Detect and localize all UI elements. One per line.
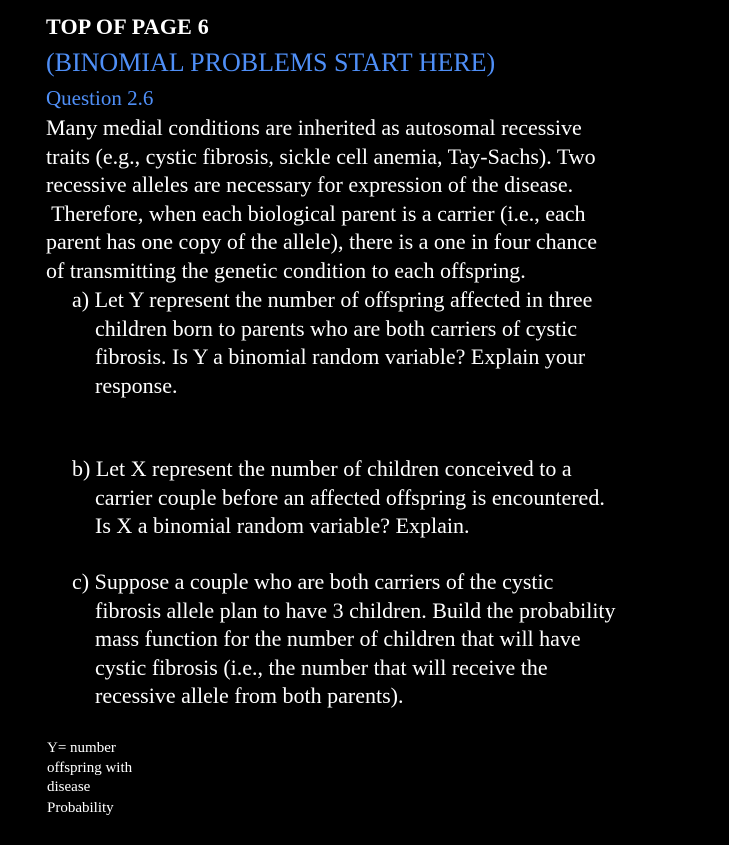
intro-line: of transmitting the genetic condition to each offspring. — [46, 257, 526, 283]
probability-label: Probability — [47, 799, 114, 816]
pmf-table-labels — [47, 739, 132, 818]
part-a-line: response. — [95, 372, 178, 398]
section-subtitle: (BINOMIAL PROBLEMS START HERE) — [46, 48, 496, 77]
part-b — [72, 455, 692, 541]
part-a-line: fibrosis. Is Y a binomial random variable? Explain your — [95, 344, 586, 369]
part-b-line: b) Let X represent the number of children conceived to a — [72, 456, 572, 481]
part-c — [72, 568, 692, 711]
part-b-line: carrier couple before an affected offspring is encountered. — [95, 484, 605, 510]
intro-line: recessive alleles are necessary for expression of the disease. — [46, 172, 574, 197]
part-a-line: children born to parents who are both carriers of cystic — [95, 315, 577, 341]
page-heading: TOP OF PAGE 6 — [46, 14, 209, 39]
part-c-line: cystic fibrosis (i.e., the number that will receive the — [95, 654, 548, 680]
intro-line: parent has one copy of the allele), there is a one in four chance — [46, 229, 597, 254]
part-b-line: Is X a binomial random variable? Explain. — [95, 513, 470, 538]
part-a-line: a) Let Y represent the number of offspring affected in three — [72, 287, 593, 312]
intro-line: Many medial conditions are inherited as autosomal recessive — [46, 115, 582, 140]
table-row-label: Y= number — [47, 740, 116, 756]
part-c-line: recessive allele from both parents). — [95, 683, 404, 708]
table-row-label: disease — [47, 779, 91, 795]
question-number: Question 2.6 — [46, 86, 154, 110]
intro-line: Therefore, when each biological parent is a carrier (i.e., each — [46, 200, 586, 226]
table-row-label: offspring with — [47, 759, 133, 776]
part-c-line: c) Suppose a couple who are both carriers of the cystic — [72, 569, 554, 594]
intro-line: traits (e.g., cystic fibrosis, sickle cell anemia, Tay-Sachs). Two — [46, 143, 596, 169]
part-a — [72, 286, 692, 400]
part-c-line: fibrosis allele plan to have 3 children. Build the probability — [95, 597, 616, 623]
part-c-line: mass function for the number of children that will have — [95, 626, 581, 651]
question-intro — [46, 114, 696, 285]
